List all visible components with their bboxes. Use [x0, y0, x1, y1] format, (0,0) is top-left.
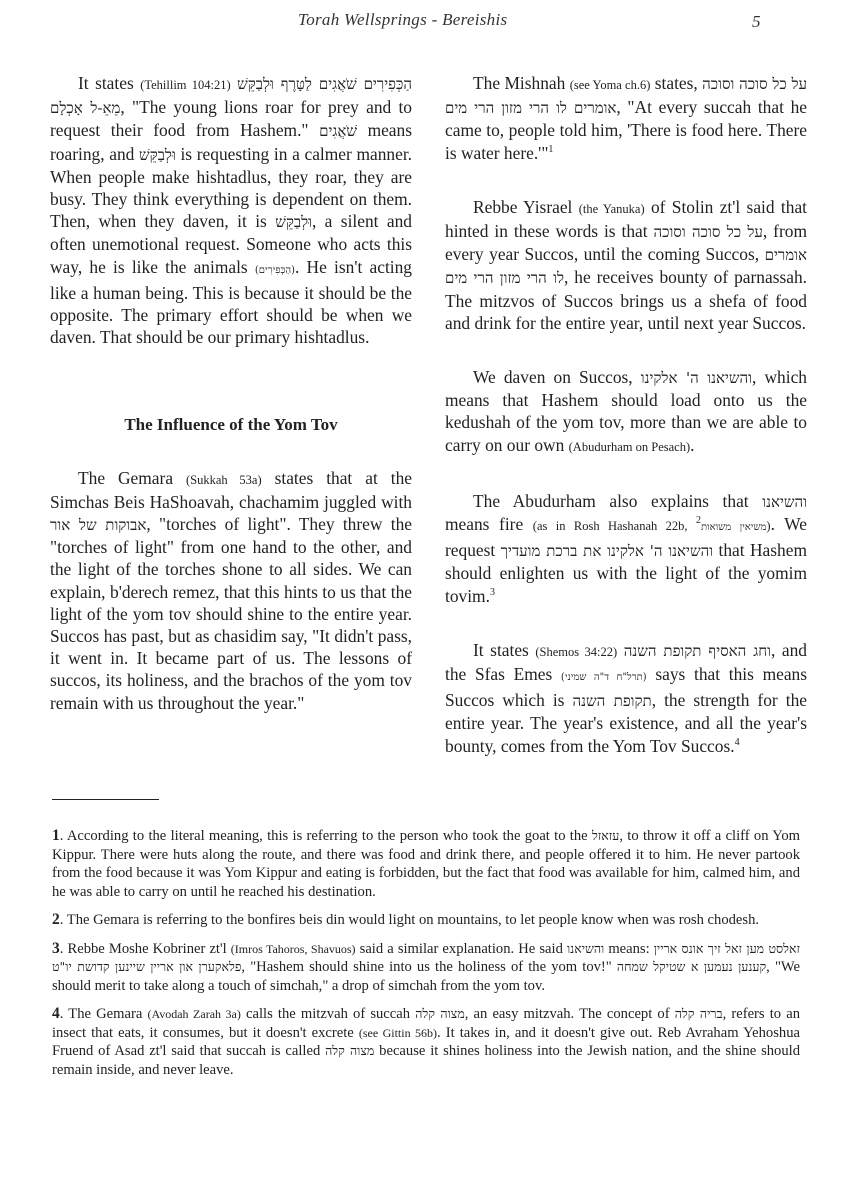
footnote-number: 3 [52, 939, 60, 957]
paragraph-shemos: It states (Shemos 34:22) וחג האסיף תקופת השנה, and the Sfas Emes (תרל"ח ד"ה שמיני) says that this means Succos which is תקופת השנה, the strength for the entire year. The year's existence, and all the year's bounty, comes from the Yom Tov Succos.$^4$ [445, 639, 808, 756]
left-column [50, 72, 412, 714]
hebrew-phrase: תקופת השנה [572, 692, 652, 711]
source-citation: (see Yoma ch.6) [569, 78, 651, 92]
footnote-ref[interactable]: 1 [548, 143, 554, 155]
paragraph-vehasieinu: We daven on Succos, והשיאנו ה' אלקינו, which means that Hashem should load onto us the kedushah of the yom tov, more than we are able to carry on our own (Abudurham on Pesach). [445, 367, 807, 455]
hebrew-phrase: אבוקות של אור [50, 516, 147, 535]
page-number: 5 [752, 12, 761, 31]
hebrew-phrase: על כל סוכה וסוכה [653, 223, 763, 242]
running-header [0, 6, 849, 46]
footnotes [52, 827, 800, 1089]
source-citation: (the Yanuka) [578, 201, 645, 216]
hebrew-word: שֹׁאֲגִים [319, 122, 357, 141]
paragraph-tehillim: It states (Tehillim 104:21) הַכְּפִירִים שֹׁאֲגִים לַטָּרֶף וּלְבַקֵּשׁ מֵאֵ-ל אָכְלָם, "The young lions roar for prey and to request their food from Hashem." שֹׁאֲגִים means roaring, and וּלְבַקֵּשׁ is requesting in a calmer manner. When people make hishtadlus, they roar, they are busy. They think everything is dependent on them. Then, when they daven, it is וּלְבַקֵּשׁ, a silent and often unemotional request. Someone who acts this way, he is like the animals (הַכְּפִירִים). He isn't acting like a human being. This is because it should be the opposite. The primary effort should be when we daven. That should be our primary hishtadlus. [50, 73, 412, 348]
section-heading: The Influence of the Yom Tov [124, 415, 338, 435]
footnote-number: 1 [52, 827, 60, 844]
footnote-number: 2 [52, 911, 60, 928]
hebrew-phrase: אומרים לו הרי מזון הרי מים [445, 246, 807, 288]
hebrew-quote: הַכְּפִירִים שֹׁאֲגִים לַטָּרֶף וּלְבַקֵּשׁ מֵאֵ-ל אָכְלָם [50, 75, 412, 118]
paragraph-yanuka: Rebbe Yisrael (the Yanuka) of Stolin zt'l said that hinted in these words is that על כל סוכה וסוכה, from every year Succos, until the coming Succos, אומרים לו הרי מזון הרי מים, he receives bounty of parnassah. The mitzvos of Succos brings us a shefa of food and drink for the entire year, until next year Succos. [445, 196, 807, 333]
hebrew-word: והשיאנו [762, 492, 807, 511]
footnote-3: 3. Rebbe Moshe Kobriner zt'l (Imros Tahoros, Shavuos) said a similar explanation. He said והשיאנו means: זאלסט מען זאל זיך אונס אריין פלאקערן און אריין שיינען קדושת יו"ט, "Hashem should shine into us the holiness of the yom tov!" קענען נעמען א שטיקל שמחה, "We should merit to take along a touch of simchah," a drop of simchah from the yom tov. [52, 939, 800, 994]
hebrew-word: וּלְבַקֵּשׁ [139, 145, 176, 164]
source-citation: (Sukkah 53a) [186, 472, 262, 487]
hebrew-citation: משיאין משואות [700, 522, 767, 534]
source-citation: (Abudurham on Pesach) [568, 439, 691, 454]
hebrew-quote: על כל סוכה וסוכה אומרים לו הרי מזון הרי מים [445, 75, 807, 118]
hebrew-phrase: והשיאנו ה' אלקינו [640, 369, 753, 388]
hebrew-word: וּלְבַקֵּשׁ [275, 213, 312, 232]
footnote-divider [52, 799, 159, 800]
footnote-4: 4. The Gemara (Avodah Zarah 3a) calls the mitzvah of succah מצוה קלה, an easy mitzvah. The concept of בריה קלה, refers to an insect that eats, it consumes, but it doesn't excrete (see Gittin 56b). It takes in, and it doesn't give out. Reb Avraham Yehoshua Fruend of Asad zt'l said that succah is called מצוה קלה because it shines holiness into the Jewish nation, and the shine should remain inside, and never leave. [52, 1005, 801, 1078]
footnote-2: 2. The Gemara is referring to the bonfires beis din would light on mountains, to let people know when was rosh chodesh. [52, 911, 760, 928]
footnote-ref[interactable]: 2 [695, 515, 701, 527]
source-citation: (as in Rosh Hashanah 22b, [532, 519, 696, 534]
paragraph-gemara-sukkah: The Gemara (Sukkah 53a) states that at the Simchas Beis HaShoavah, chachamim juggled with אבוקות של אור, "torches of light". They threw the "torches of light" from one hand to the other, and the light of the torches shone to all sides. We can explain, b'derech remez, that this hints to us that the light of the yom tov should shine to the entire year. Succos has past, but as chasidim say, "It didn't pass, it went in. It became part of us. The lessons of succos, its holiness, and the brachos of the yom tov remain with us throughout the year." [50, 467, 412, 713]
hebrew-quote: וחג האסיף תקופת השנה [623, 641, 771, 660]
source-citation: (Shemos 34:22) [535, 644, 618, 659]
hebrew-citation: (תרל"ח ד"ה שמיני) [560, 672, 647, 684]
hebrew-citation: (הַכְּפִירִים) [254, 264, 295, 276]
source-citation: (Tehillim 104:21) [140, 78, 231, 92]
right-column [445, 72, 807, 757]
hebrew-phrase: והשיאנו ה' אלקינו את ברכת מועדיך [500, 542, 714, 561]
footnote-number: 4 [52, 1005, 60, 1022]
paragraph-mishnah: The Mishnah (see Yoma ch.6) states, על כל סוכה וסוכה אומרים לו הרי מזון הרי מים, "At every succah that he came to, people told him, 'There is food here. There is water here.'"$^1$ [445, 73, 807, 163]
paragraph-abudurham: The Abudurham also explains that והשיאנו means fire (as in Rosh Hashanah 22b, $^2$משיאין משואות). We request והשיאנו ה' אלקינו את ברכת מועדיך that Hashem should enlighten us with the light of the yomim tovim.$^3$ [445, 490, 807, 606]
footnote-ref[interactable]: 3 [489, 586, 495, 598]
footnote-1: 1. According to the literal meaning, this is referring to the person who took the goat to the עזאזל, to throw it off a cliff on Yom Kippur. There were huts along the route, and there was food and drink there, and people offered it to him. He never partook from the food because it was Yom Kippur and eating is forbidden, but the fact that food was available for him, calmed him, and he was able to carry on until he reached his destination. [52, 827, 800, 900]
footnote-ref[interactable]: 4 [734, 736, 740, 748]
book-title: Torah Wellsprings - Bereishis [298, 10, 508, 29]
